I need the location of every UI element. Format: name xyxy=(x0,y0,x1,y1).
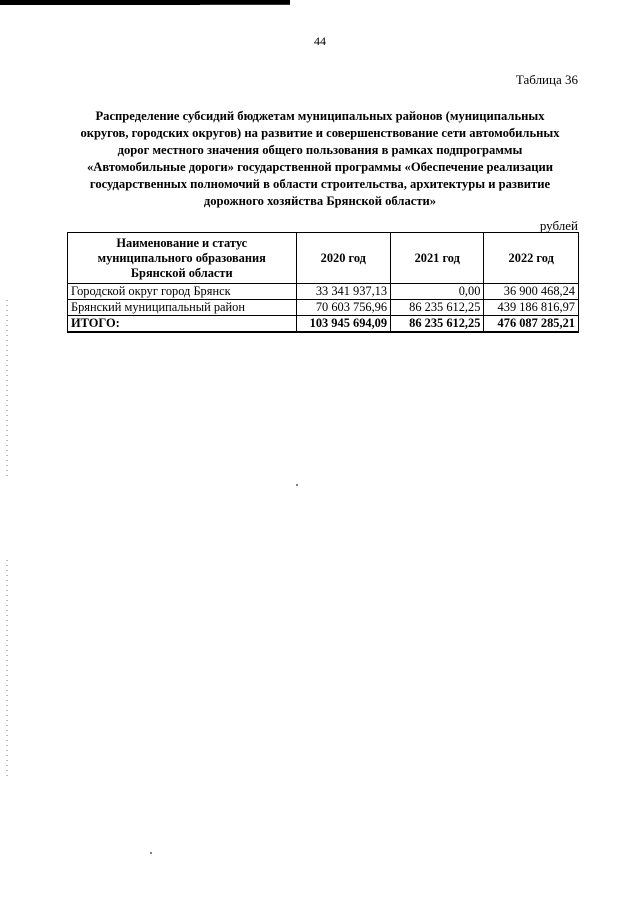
table-row xyxy=(68,284,579,300)
scan-speck xyxy=(296,484,298,486)
document-title: Распределение субсидий бюджетам муниципальных районов (муниципальных округов, городских округов) на развитие и совершенствование сети автомобильных дорог местного значения общего пользования в рамках подпрограммы «Автомобильные дороги» государственной программы «Обеспечение реализации государственных полномочий в области строительства, архитектуры и развитие дорожного хозяйства Брянской области» xyxy=(80,109,560,208)
table-label: Таблица 36 xyxy=(515,72,578,87)
row-2020: 33 341 937,13 xyxy=(296,284,391,300)
table-row xyxy=(68,300,579,316)
scan-margin-dots xyxy=(6,300,8,480)
header-2021: 2021 год xyxy=(391,233,484,284)
row-2020: 70 603 756,96 xyxy=(296,300,391,316)
row-2022: 36 900 468,24 xyxy=(484,284,579,300)
scan-top-rule-tail xyxy=(200,4,290,5)
header-name: Наименование и статус муниципального образования Брянской области xyxy=(68,233,297,284)
total-row xyxy=(68,316,579,333)
page-number: 44 xyxy=(314,34,326,48)
row-name: Брянский муниципальный район xyxy=(68,300,297,316)
row-name: Городской округ город Брянск xyxy=(68,284,297,300)
total-2021: 86 235 612,25 xyxy=(391,316,484,333)
header-2020: 2020 год xyxy=(296,233,391,284)
row-2022: 439 186 816,97 xyxy=(484,300,579,316)
total-2020: 103 945 694,09 xyxy=(296,316,391,333)
row-2021: 0,00 xyxy=(391,284,484,300)
header-2022: 2022 год xyxy=(484,233,579,284)
row-2021: 86 235 612,25 xyxy=(391,300,484,316)
scan-margin-dots xyxy=(6,560,8,780)
table-header-row xyxy=(68,233,579,284)
total-label: ИТОГО: xyxy=(68,316,297,333)
scan-speck xyxy=(150,852,152,854)
unit-label: рублей xyxy=(539,218,578,233)
total-2022: 476 087 285,21 xyxy=(484,316,579,333)
subsidies-table xyxy=(67,232,579,333)
